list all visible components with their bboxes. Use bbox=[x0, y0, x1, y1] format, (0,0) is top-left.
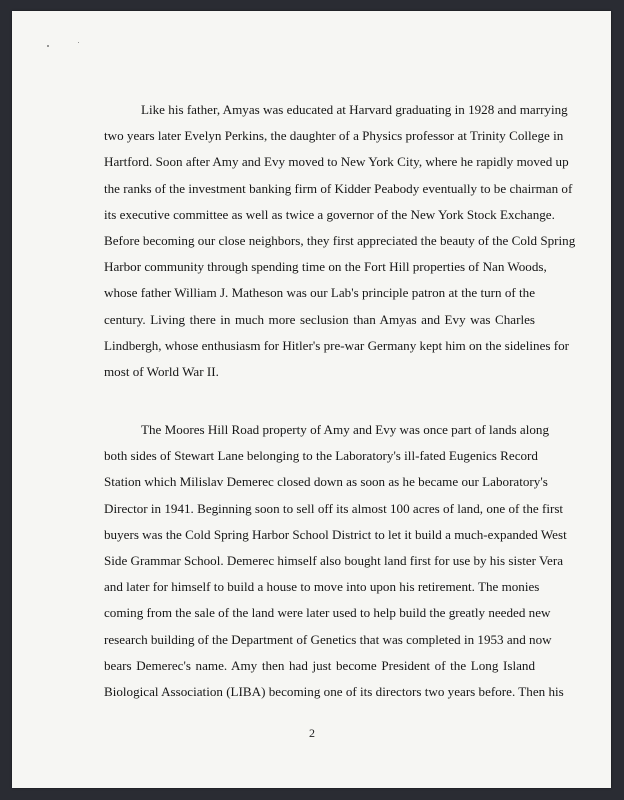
text-line: both sides of Stewart Lane belonging to the Laboratory's ill-fated Eugenics Record bbox=[104, 448, 538, 464]
paper-speck bbox=[78, 42, 79, 43]
text-line: Lindbergh, whose enthusiasm for Hitler's pre-war Germany kept him on the sidelines for bbox=[104, 337, 570, 353]
text-line: its executive committee as well as twice a governor of the New York Stock Exchange. bbox=[104, 206, 555, 222]
paragraph-1 bbox=[104, 97, 576, 385]
text-line: Hartford. Soon after Amy and Evy moved to New York City, where he rapidly moved up bbox=[104, 154, 569, 170]
paper-speck bbox=[47, 45, 49, 47]
text-line: century. Living there in much more seclusion than Amyas and Evy was Charles bbox=[104, 311, 535, 327]
text-line: the ranks of the investment banking firm of Kidder Peabody eventually to be chairman of bbox=[104, 180, 573, 196]
text-line: buyers was the Cold Spring Harbor School District to let it build a much-expanded West bbox=[104, 526, 567, 542]
text-line: The Moores Hill Road property of Amy and Evy was once part of lands along bbox=[141, 422, 549, 437]
text-line: bears Demerec's name. Amy then had just become President of the Long Island bbox=[104, 657, 535, 673]
text-line: whose father William J. Matheson was our Lab's principle patron at the turn of the bbox=[104, 285, 536, 301]
text-line: most of World War II. bbox=[104, 363, 219, 379]
text-line: Director in 1941. Beginning soon to sell off its almost 100 acres of land, one of the first bbox=[104, 500, 564, 516]
page-number: 2 bbox=[309, 726, 315, 740]
text-line: two years later Evelyn Perkins, the daughter of a Physics professor at Trinity College in bbox=[104, 128, 564, 144]
text-line: research building of the Department of Genetics that was completed in 1953 and now bbox=[104, 631, 552, 647]
text-line: Like his father, Amyas was educated at Harvard graduating in 1928 and marrying bbox=[141, 102, 568, 117]
text-line: Before becoming our close neighbors, they first appreciated the beauty of the Cold Spring bbox=[104, 232, 576, 248]
text-line: coming from the sale of the land were later used to help build the greatly needed new bbox=[104, 605, 551, 621]
text-line: Harbor community through spending time on the Fort Hill properties of Nan Woods, bbox=[104, 259, 547, 275]
text-line: Biological Association (LIBA) becoming one of its directors two years before. Then his bbox=[104, 683, 564, 699]
text-line: Side Grammar School. Demerec himself also bought land first for use by his sister Vera bbox=[104, 552, 564, 568]
text-line: and later for himself to build a house to move into upon his retirement. The monies bbox=[104, 579, 540, 595]
paragraph-2 bbox=[104, 417, 567, 705]
text-line: Station which Milislav Demerec closed down as soon as he became our Laboratory's bbox=[104, 474, 548, 490]
